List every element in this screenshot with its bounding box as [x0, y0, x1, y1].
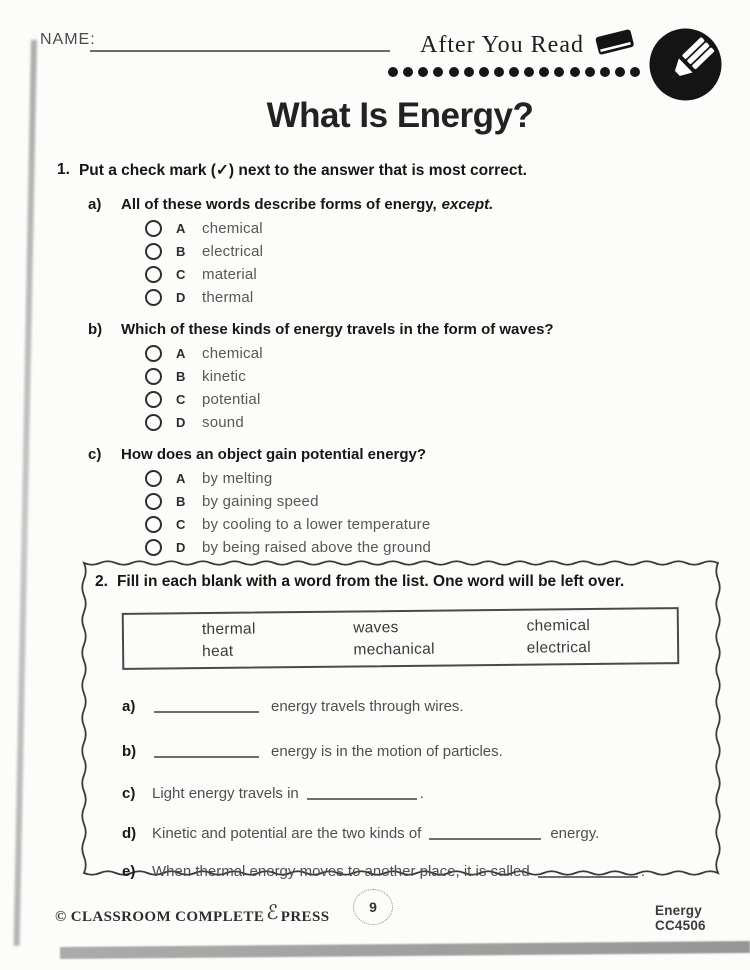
item-label: c) [122, 785, 136, 802]
pencil-badge-icon [648, 27, 723, 107]
doc-code: Energy CC4506 [655, 903, 706, 933]
option-letter: B [176, 244, 186, 259]
item-text-after: energy is in the motion of particles. [271, 743, 503, 760]
copyright [55, 902, 329, 927]
fill-item-b [122, 743, 503, 760]
choice-circle[interactable] [145, 368, 162, 385]
item-label: a) [122, 698, 136, 715]
option-row [88, 286, 718, 309]
option-text: by melting [202, 470, 273, 487]
item-text-after: energy. [550, 825, 600, 842]
answer-blank[interactable] [307, 787, 417, 800]
option-row [88, 411, 718, 434]
part-label: a) [88, 196, 102, 213]
option-text: material [202, 266, 257, 283]
item-text-before: Light energy travels in [152, 785, 299, 802]
word-bank-word: thermal [201, 620, 256, 638]
fill-item-c [122, 785, 424, 802]
answer-blank[interactable] [429, 827, 541, 840]
option-row [88, 240, 718, 263]
item-label: e) [122, 863, 136, 880]
page-number: 9 [369, 899, 377, 915]
option-text: chemical [202, 345, 263, 362]
option-letter: A [176, 471, 186, 486]
option-letter: D [176, 415, 186, 430]
item-label: d) [122, 825, 137, 842]
answer-blank[interactable] [154, 745, 259, 758]
copyright-right: PRESS [280, 909, 330, 925]
word-bank-word: mechanical [353, 640, 435, 658]
option-text: potential [202, 391, 261, 408]
item-text-after: energy travels through wires. [271, 698, 464, 715]
option-row [88, 342, 718, 365]
word-bank [122, 607, 680, 670]
choice-circle[interactable] [145, 243, 162, 260]
banner [420, 26, 639, 65]
part-label: c) [88, 446, 102, 463]
name-input-line[interactable] [90, 30, 390, 52]
dotted-line [388, 67, 640, 77]
option-letter: D [176, 540, 186, 555]
option-letter: A [176, 221, 186, 236]
item-text-before: Kinetic and potential are the two kinds of [152, 825, 422, 842]
choice-circle[interactable] [145, 493, 162, 510]
fill-item-a [122, 698, 464, 715]
item-text-after: . [640, 863, 645, 880]
banner-title: After You Read [420, 32, 584, 58]
option-text: thermal [202, 289, 254, 306]
choice-circle[interactable] [145, 539, 162, 556]
choice-circle[interactable] [145, 516, 162, 533]
item-text-after: . [419, 785, 424, 802]
choice-circle[interactable] [145, 289, 162, 306]
choice-circle[interactable] [145, 391, 162, 408]
choice-circle[interactable] [145, 470, 162, 487]
answer-blank[interactable] [538, 865, 638, 878]
name-label: NAME: [40, 31, 96, 48]
fill-item-d [122, 825, 599, 842]
copyright-left: © CLASSROOM COMPLETE [55, 909, 265, 925]
q2-section [78, 556, 724, 880]
option-row [88, 513, 718, 536]
option-text: by cooling to a lower temperature [202, 516, 431, 533]
item-text-before: When thermal energy moves to another place, it is called [152, 863, 530, 880]
option-text: sound [202, 414, 244, 431]
q2-number: 2. [95, 573, 108, 590]
option-row [88, 263, 718, 286]
q2-heading [95, 573, 624, 591]
option-letter: D [176, 290, 186, 305]
option-row [88, 388, 718, 411]
part-question: How does an object gain potential energy? [121, 446, 427, 463]
answer-blank[interactable] [154, 700, 259, 713]
option-letter: C [176, 267, 186, 282]
book-icon [591, 26, 639, 65]
part-question-italic: except. [441, 196, 494, 213]
choice-circle[interactable] [145, 220, 162, 237]
part-question: Which of these kinds of energy travels in the form of waves? [121, 321, 554, 338]
publisher-logo-icon: ℰ [266, 902, 279, 924]
word-bank-word: heat [202, 642, 234, 660]
option-text: chemical [202, 220, 263, 237]
choice-circle[interactable] [145, 414, 162, 431]
choice-circle[interactable] [145, 266, 162, 283]
option-row [88, 217, 718, 240]
word-bank-word: waves [353, 618, 399, 636]
question-part-b [88, 321, 718, 434]
fill-item-e [122, 863, 645, 880]
part-question: All of these words describe forms of energy, [121, 196, 437, 213]
word-bank-word: electrical [526, 638, 592, 657]
q2-prompt: Fill in each blank with a word from the list. One word will be left over. [116, 573, 625, 590]
option-text: by being raised above the ground [202, 539, 432, 556]
page-title: What Is Energy? [266, 96, 534, 135]
option-letter: C [176, 517, 186, 532]
word-bank-word: chemical [526, 616, 591, 635]
q1-prompt: Put a check mark (✓) next to the answer that is most correct. [78, 162, 527, 179]
question-part-c [88, 446, 718, 559]
part-label: b) [88, 321, 103, 338]
q1-heading [57, 161, 527, 180]
item-label: b) [122, 743, 137, 760]
scan-edge-bottom [60, 941, 750, 959]
option-row [88, 490, 718, 513]
page-number-badge [353, 889, 393, 925]
option-letter: A [176, 346, 186, 361]
option-text: electrical [202, 243, 264, 260]
option-text: kinetic [202, 368, 246, 385]
option-row [88, 467, 718, 490]
question-part-a [88, 196, 718, 309]
option-letter: C [176, 392, 186, 407]
q1-number: 1. [57, 161, 70, 178]
scan-edge-left [14, 40, 37, 946]
option-row [88, 365, 718, 388]
option-text: by gaining speed [202, 493, 319, 510]
choice-circle[interactable] [145, 345, 162, 362]
option-letter: B [176, 494, 186, 509]
option-letter: B [176, 369, 186, 384]
